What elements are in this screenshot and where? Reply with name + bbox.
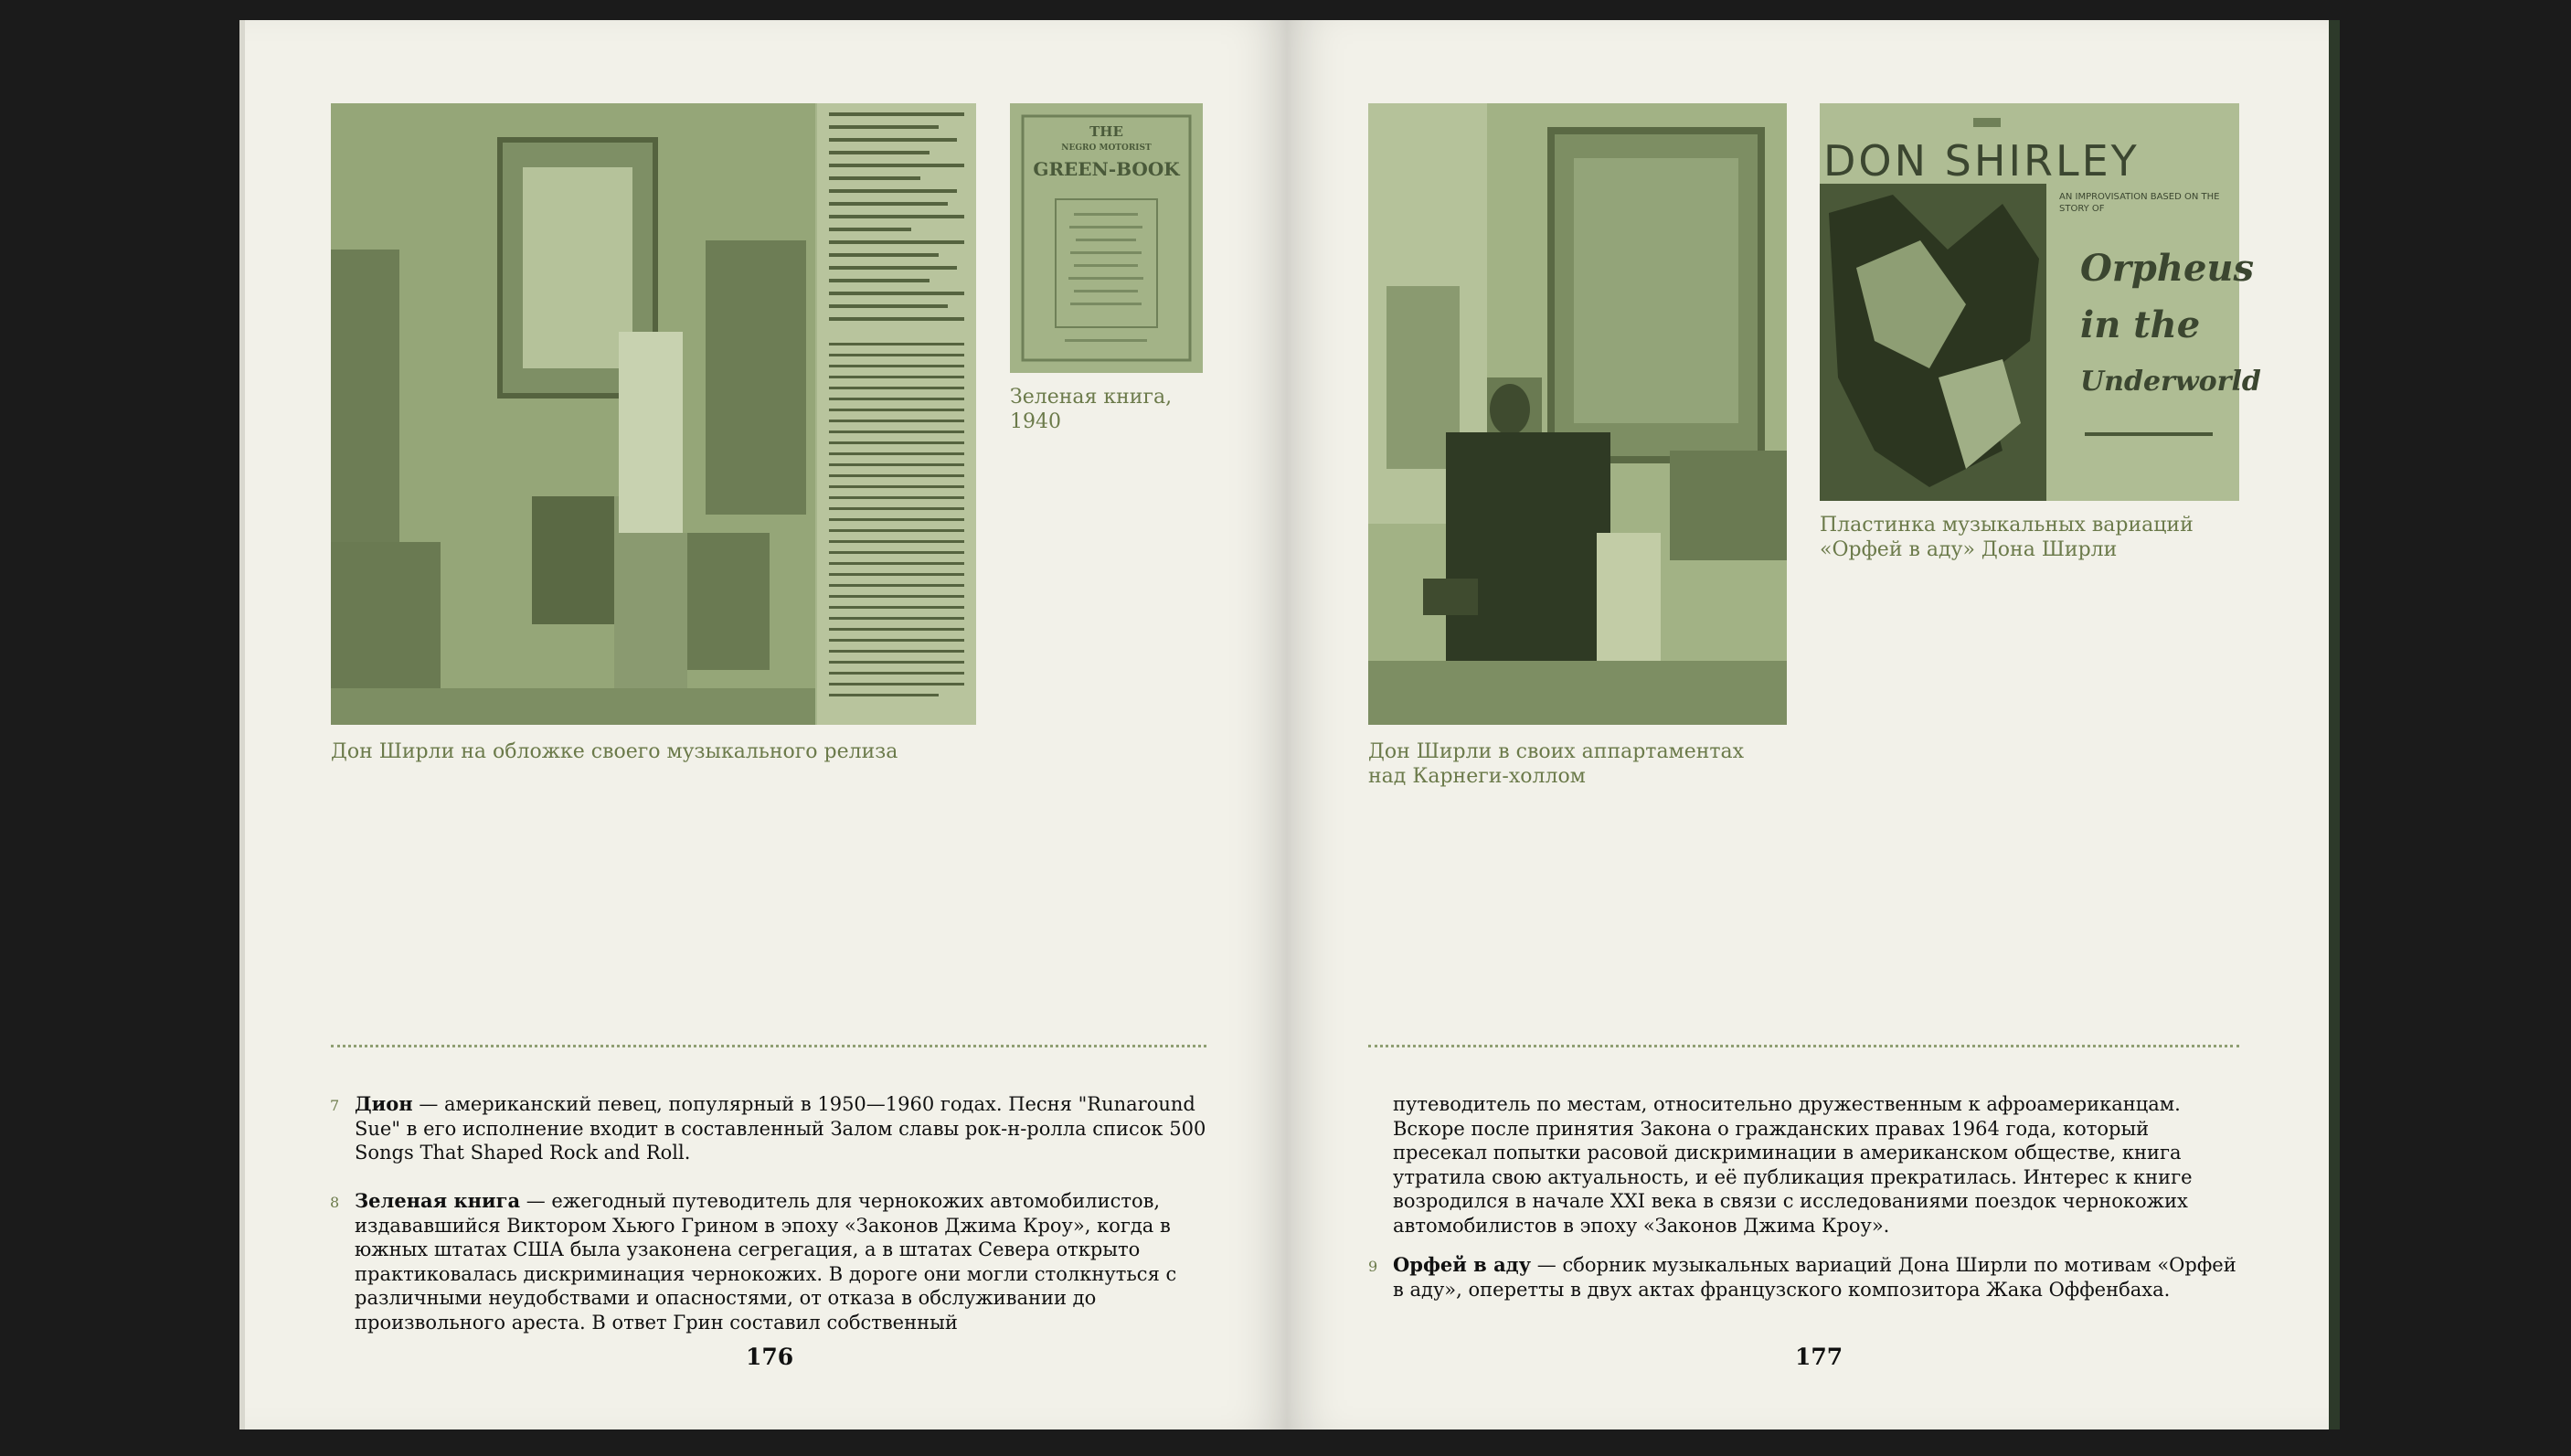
green-book-caption-line-1: Зеленая книга, <box>1010 386 1173 409</box>
footnote-9-text: — сборник музыкальных вариаций Дона Ширли по мотивам «Орфей в аду», оперетты в двух актах французского композитора Жака Оффенбаха. <box>1393 1254 2236 1301</box>
footnote-9-term: Орфей в аду <box>1393 1253 1532 1276</box>
left-page <box>245 20 1287 1429</box>
green-book-title-3: GREEN-BOOK <box>1033 158 1180 180</box>
footnote-divider-left <box>331 1045 1206 1047</box>
footnote-7-text: — американский певец, популярный в 1950—1960 годах. Песня "Runaround Sue" в его исполнение входит в составленный Залом славы рок-н-ролла список 500 Songs That Shaped Rock and Roll. <box>355 1093 1206 1164</box>
orpheus-caption-line-2: «Орфей в аду» Дона Ширли <box>1820 538 2118 561</box>
page-number-left: 176 <box>746 1344 794 1370</box>
album-script-line-3: Underworld <box>2080 366 2261 398</box>
footnote-7-term: Дион <box>355 1092 413 1115</box>
footnote-8 <box>330 1189 1206 1334</box>
apartment-caption-line-1: Дон Ширли в своих аппартаментах <box>1368 740 1745 763</box>
album-cover-illustration <box>331 103 976 725</box>
footnote-9-number: 9 <box>1368 1258 1378 1275</box>
orpheus-caption-line-1: Пластинка музыкальных вариаций <box>1820 514 2194 537</box>
page-edge <box>239 20 245 1429</box>
album-cover-caption-text: Дон Ширли на обложке своего музыкального релиза <box>331 740 898 763</box>
orpheus-album-photo <box>1820 103 2261 501</box>
right-page <box>1287 20 2329 1429</box>
green-book-caption <box>1010 385 1229 434</box>
orpheus-caption <box>1820 513 2258 562</box>
album-artist-name: DON SHIRLEY <box>1823 136 2140 186</box>
footnote-8-continued-text: путеводитель по местам, относительно дружественным к афроамериканцам. Вскоре после принятия Закона о гражданских правах 1964 года, который пресекал попытки расовой дискриминации в американском обществе, книга утратила свою актуальность, и её публикация прекратилась. Интерес к книге возродился в начале XXI века в связи с исследованиями поездок чернокожих автомобилистов в эпоху «Законов Джима Кроу». <box>1393 1093 2193 1237</box>
green-book-title-1: THE <box>1089 123 1123 140</box>
green-book-title-2: NEGRO MOTORIST <box>1061 143 1152 153</box>
album-cover-photo <box>331 103 976 725</box>
footnote-7 <box>330 1092 1206 1165</box>
album-cover-caption <box>331 739 989 764</box>
footnote-8-text: — ежегодный путеводитель для чернокожих автомобилистов, издававшийся Виктором Хьюго Грином в эпоху «Законов Джима Кроу», когда в южных штатах США была узаконена сегрегация, а в штатах Севера открыто практиковалась дискриминация чернокожих. В дороге они могли столкнуться с различными неудобствами и опасностями, от отказа в обслуживании до произвольного ареста. В ответ Грин составил собственный <box>355 1190 1177 1334</box>
page-number-right: 177 <box>1795 1344 1843 1370</box>
apartment-photo <box>1368 103 1787 725</box>
album-script-line-1: Orpheus <box>2080 247 2255 290</box>
album-subtitle: AN IMPROVISATION BASED ON THE STORY OF <box>2059 192 2220 214</box>
footnote-9 <box>1368 1253 2239 1302</box>
footnote-7-number: 7 <box>330 1097 340 1114</box>
apartment-caption <box>1368 739 1807 789</box>
footnote-divider-right <box>1368 1045 2239 1047</box>
footnote-8-term: Зеленая книга <box>355 1189 521 1212</box>
green-book-caption-line-2: 1940 <box>1010 410 1061 433</box>
footnote-8-number: 8 <box>330 1194 340 1211</box>
album-script-line-2: in the <box>2080 303 2201 346</box>
album-script-title <box>2080 240 2261 410</box>
apartment-caption-line-2: над Карнеги-холлом <box>1368 765 1586 788</box>
apartment-illustration <box>1368 103 1787 725</box>
green-book-photo <box>1010 103 1203 373</box>
book-cover-edge <box>2329 20 2340 1429</box>
footnote-8-continued <box>1393 1092 2239 1238</box>
book-spread <box>245 20 2329 1429</box>
